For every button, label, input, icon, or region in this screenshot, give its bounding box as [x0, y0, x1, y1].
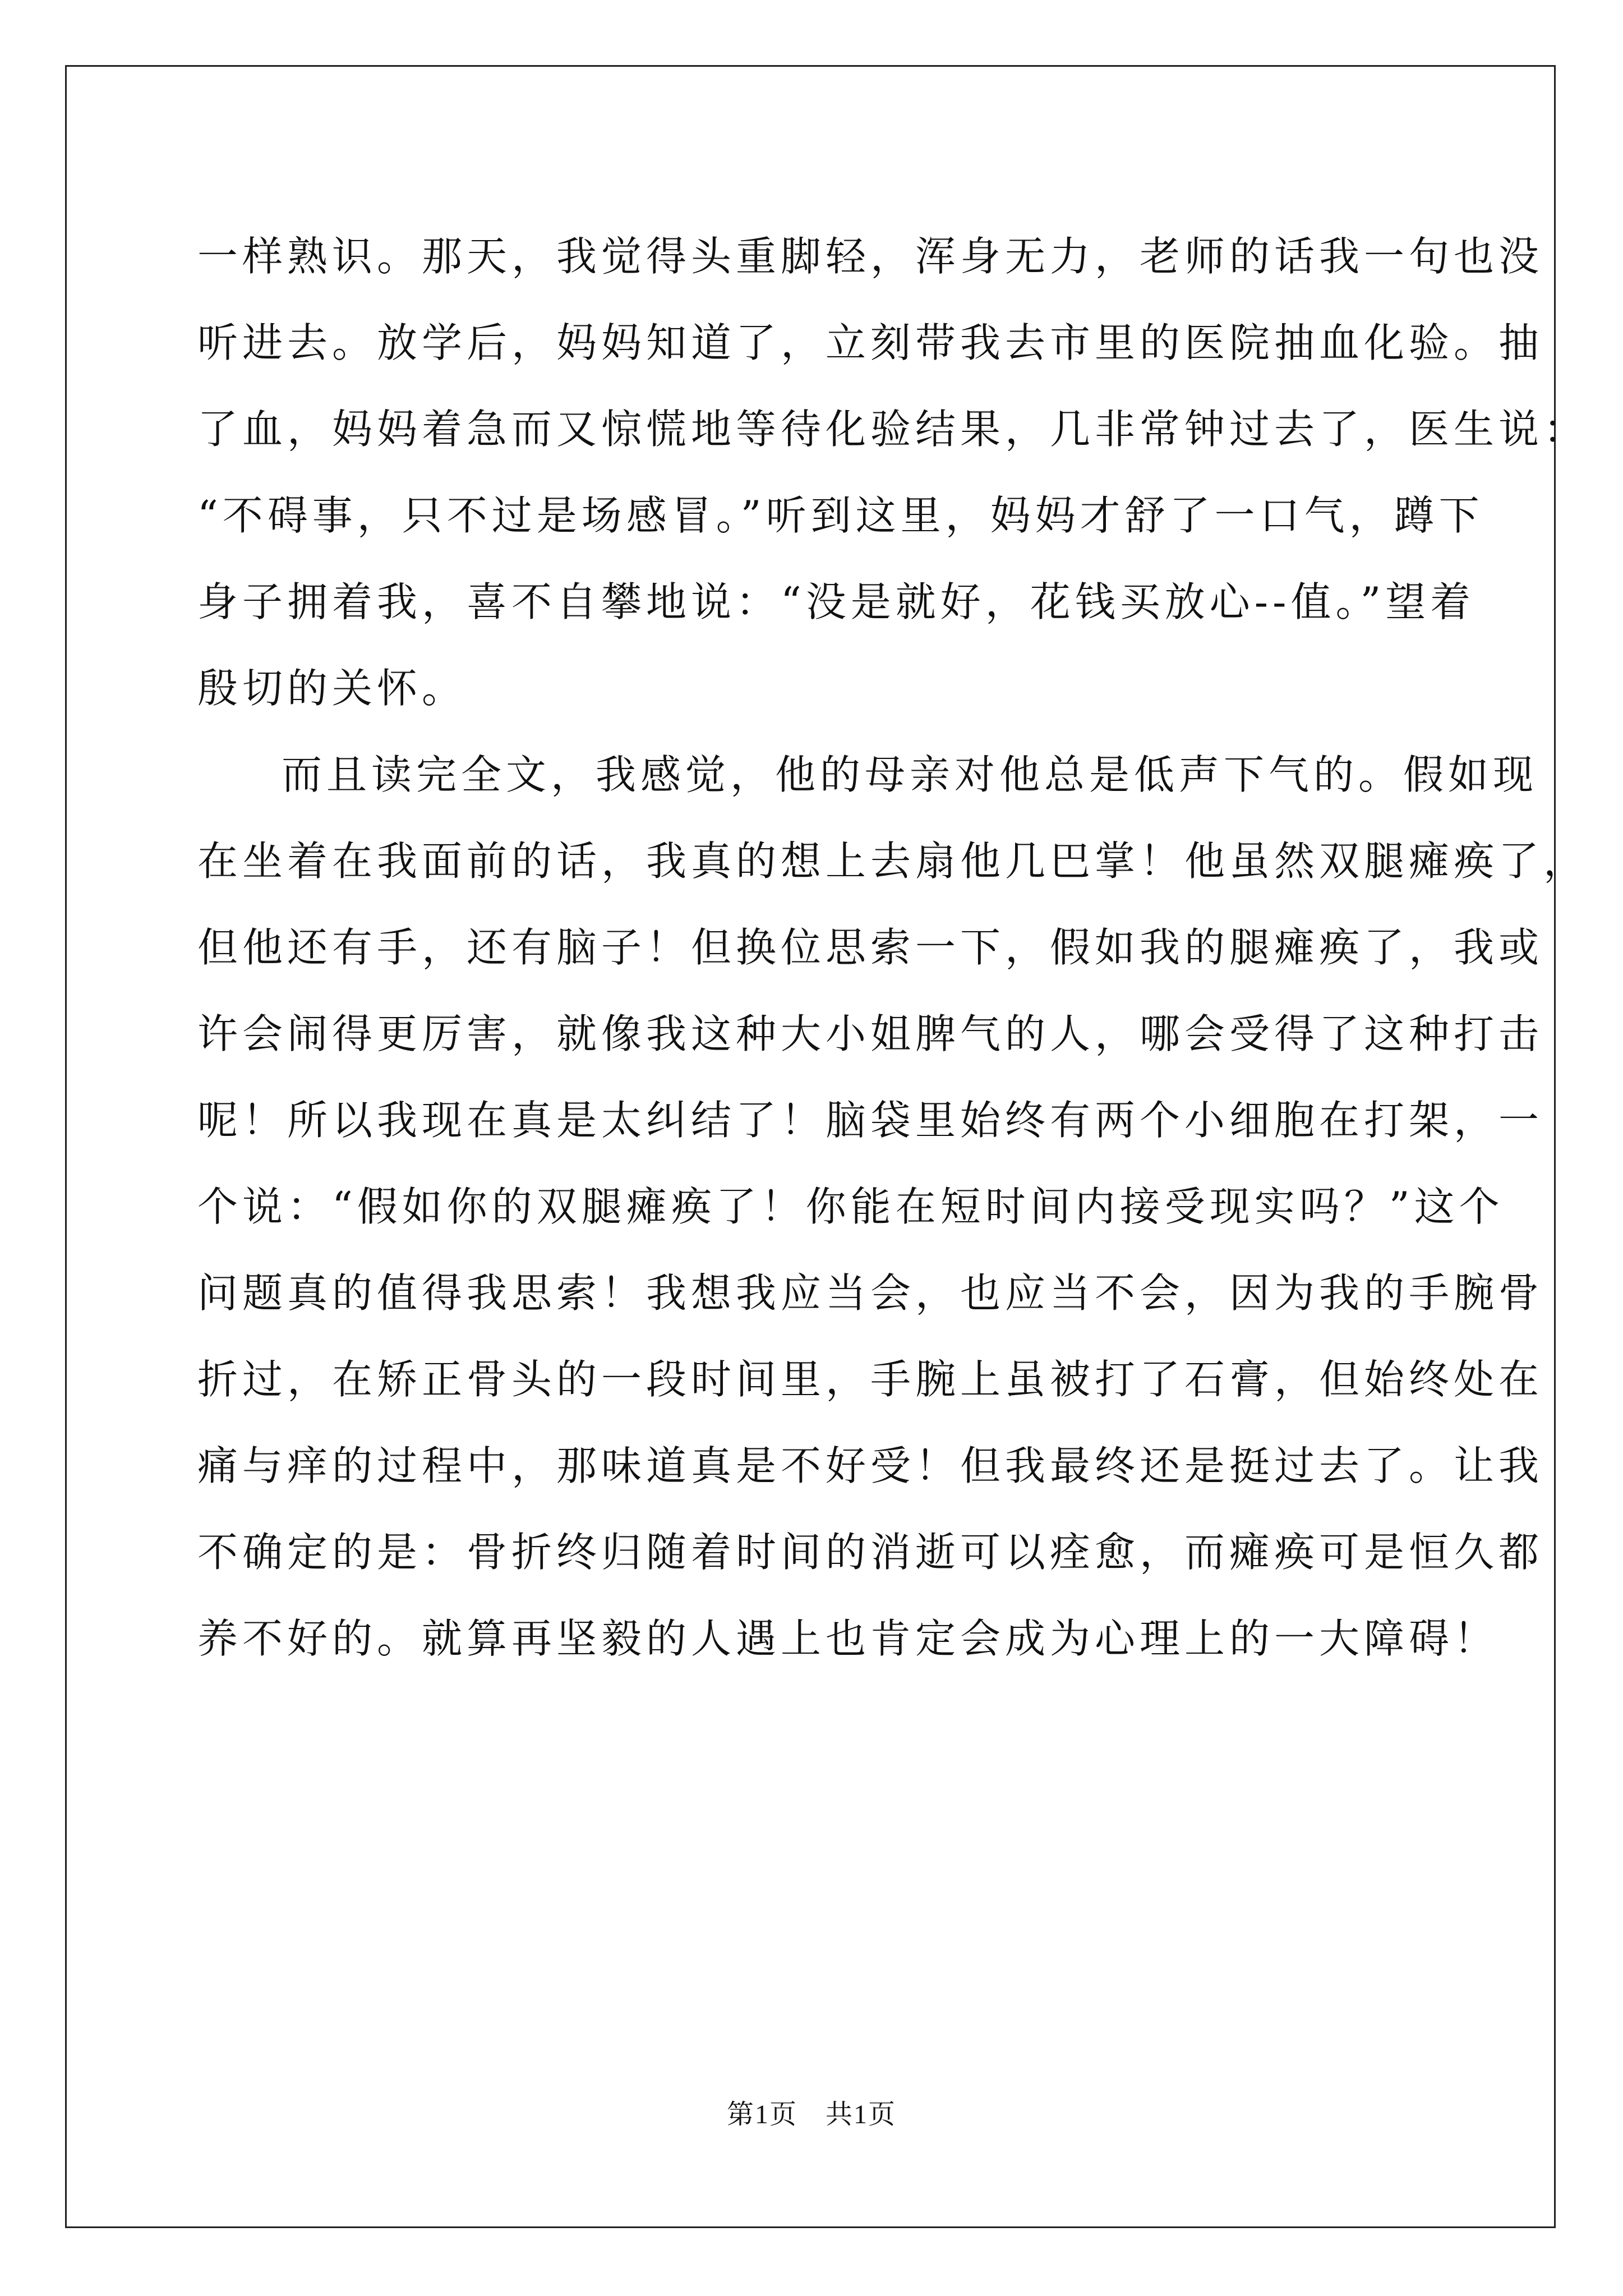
page-number-current: 第1页: [726, 2100, 797, 2129]
document-body: [197, 213, 1589, 1682]
text-line: 个说：“假如你的双腿瘫痪了！你能在短时间内接受现实吗？”这个: [197, 1183, 1504, 1230]
text-line: 身子拥着我，喜不自攀地说：“没是就好，花钱买放心--值。”望着: [197, 578, 1476, 625]
text-line: 痛与痒的过程中，那味道真是不好受！但我最终还是挺过去了。让我: [197, 1442, 1544, 1489]
text-line: 养不好的。就算再坚毅的人遇上也肯定会成为心理上的一大障碍！: [197, 1615, 1499, 1662]
text-line: 一样熟识。那天，我觉得头重脚轻，浑身无力，老师的话我一句也没: [197, 233, 1544, 280]
page-number-total: 共1页: [826, 2100, 897, 2129]
text-line: 了血，妈妈着急而又惊慌地等待化验结果，几非常钟过去了，医生说：: [197, 406, 1589, 453]
text-line: 呢！所以我现在真是太纠结了！脑袋里始终有两个小细胞在打架，一: [197, 1097, 1544, 1144]
text-line: 在坐着在我面前的话，我真的想上去扇他几巴掌！他虽然双腿瘫痪了，: [197, 838, 1589, 885]
text-line: 许会闹得更厉害，就像我这种大小姐脾气的人，哪会受得了这种打击: [197, 1010, 1544, 1057]
paragraph-2: [197, 731, 1589, 1682]
text-line: 但他还有手，还有脑子！但换位思索一下，假如我的腿瘫痪了，我或: [197, 924, 1544, 971]
text-line: 听进去。放学后，妈妈知道了，立刻带我去市里的医院抽血化验。抽: [197, 319, 1544, 366]
text-line: “不碍事，只不过是场感冒。”听到这里，妈妈才舒了一口气，蹲下: [197, 492, 1484, 539]
text-line: 不确定的是：骨折终归随着时间的消逝可以痊愈，而瘫痪可是恒久都: [197, 1529, 1544, 1576]
text-line: 而且读完全文，我感觉，他的母亲对他总是低声下气的。假如现: [282, 751, 1538, 798]
text-line: 折过，在矫正骨头的一段时间里，手腕上虽被打了石膏，但始终处在: [197, 1356, 1544, 1403]
text-line: 殷切的关怀。: [197, 665, 467, 712]
text-line: 问题真的值得我思索！我想我应当会，也应当不会，因为我的手腕骨: [197, 1269, 1544, 1317]
paragraph-1: [197, 213, 1589, 731]
page-footer: [0, 2098, 1623, 2132]
